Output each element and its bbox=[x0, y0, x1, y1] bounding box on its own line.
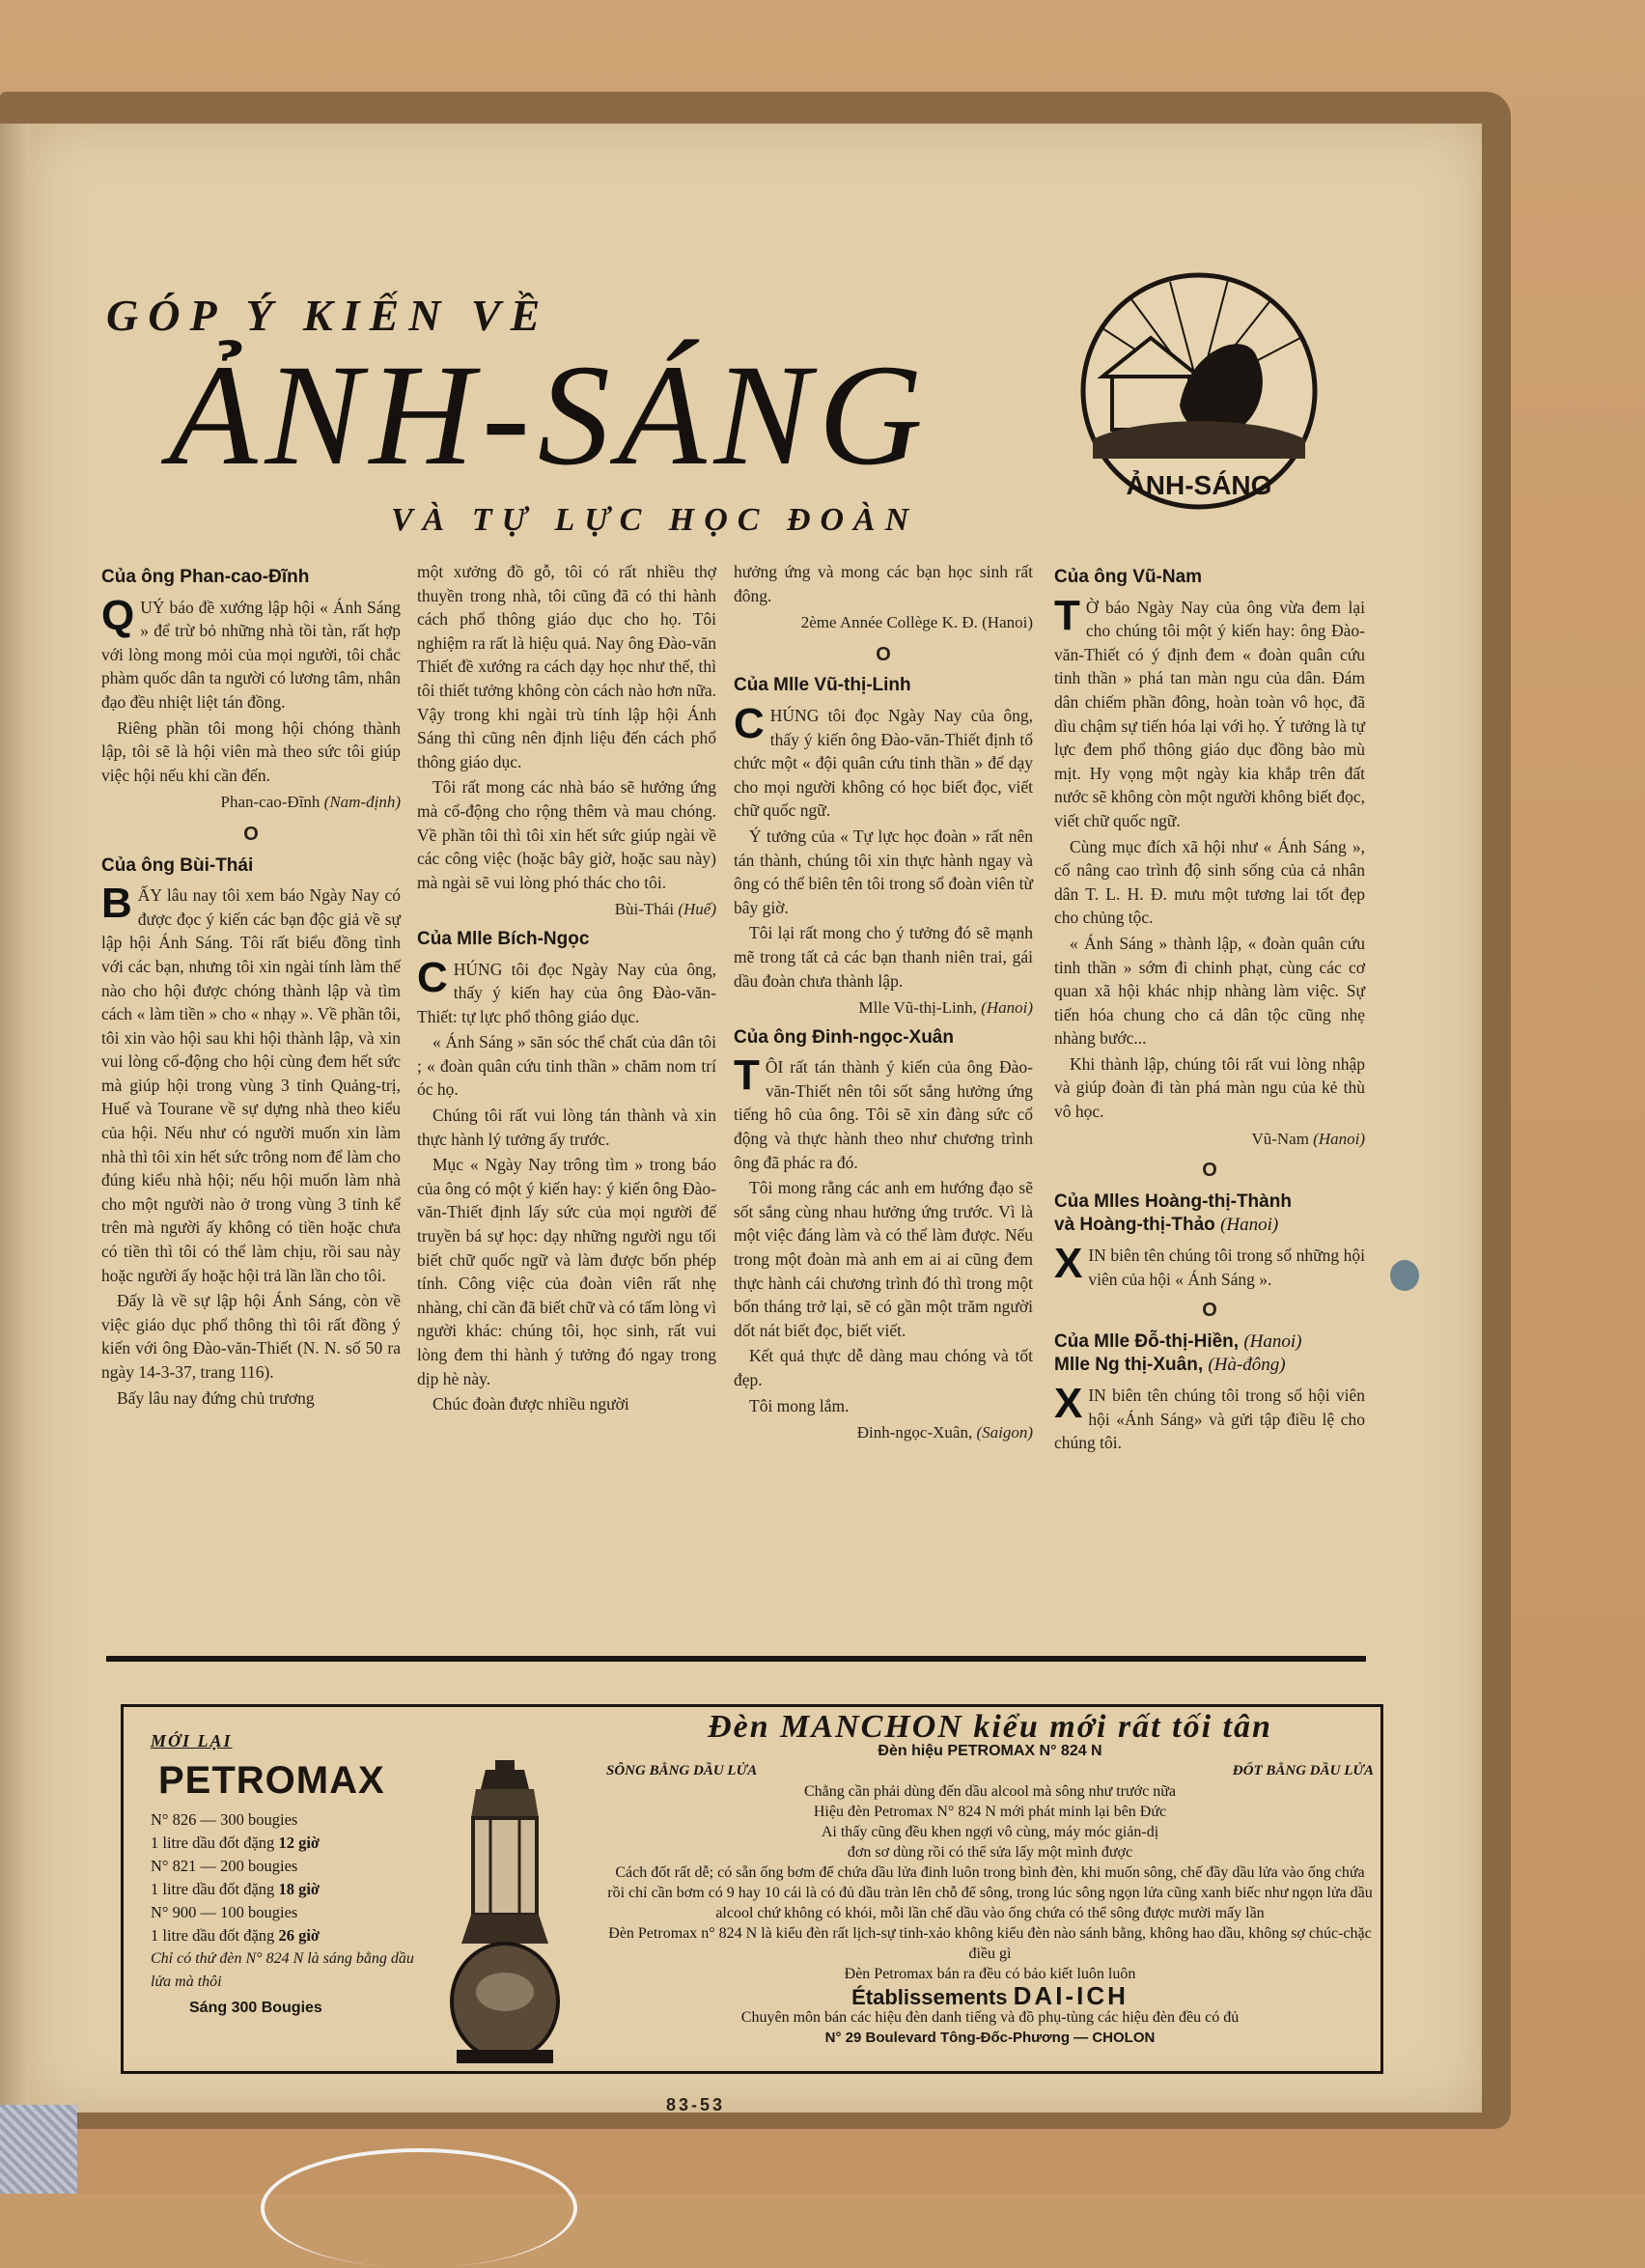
letter-heading: Của ông Phan-cao-Đĩnh bbox=[101, 567, 310, 587]
signature: 2ème Année Collège K. Đ. (Hanoi) bbox=[800, 613, 1033, 632]
ad-spec: N° 900 — 100 bougies bbox=[151, 1903, 298, 1921]
letter-paragraph: một xưởng đồ gỗ, tôi có rất nhiều thợ thuyền trong nhà, tôi cũng đã có thi hành cách phổ thông giáo dục cho họ. Tôi nghiệm ra rất là hiệu quả. Nay ông Đào-văn Thiết đề xướng ra cách dạy học như thế, thì tôi thiết tưởng không còn cách nào hơn nữa. Vậy trong khi ngài trù tính lập hội Ánh Sáng thì cũng nên định liệu đến cách phổ thông giáo dục. bbox=[417, 562, 716, 771]
signature: Vũ-Nam (Hanoi) bbox=[1251, 1129, 1365, 1148]
ad-footer: Chuyên môn bán các hiệu đèn danh tiếng và đồ phụ-tùng các hiệu đèn đều có đủ bbox=[740, 2009, 1240, 2026]
letter-paragraph: XIN biên tên chúng tôi trong sổ những hội viên của hội « Ánh Sáng ». bbox=[1054, 1240, 1365, 1289]
letter-paragraph: CHÚNG tôi đọc Ngày Nay của ông, thấy ý kiến hay của ông Đào-văn-Thiết: tự lực phổ thông giáo dục. bbox=[417, 953, 716, 1026]
signature: Bùi-Thái (Huế) bbox=[614, 900, 716, 919]
letter-heading: và Hoàng-thị-Thảo (Hanoi) bbox=[1054, 1215, 1279, 1236]
letter-heading: Của ông Bùi-Thái bbox=[101, 854, 254, 876]
headline-main: ẢNH-SÁNG bbox=[169, 335, 931, 495]
drop-cap: C bbox=[734, 699, 765, 747]
separator: O bbox=[1202, 1300, 1217, 1322]
signature: Phan-cao-Đĩnh (Nam-định) bbox=[220, 793, 401, 812]
letter-paragraph: Tôi rất mong các nhà báo sẽ hưởng ứng mà cổ-động cho rộng thêm và mau chóng. Về phần tôi thì tôi xin hết sức giúp ngài về các công việc (hoặc bây giờ, hoặc sau này) mà ngài sẽ vui lòng phó thác cho tôi. bbox=[417, 777, 716, 892]
ad-body-line: Đèn Petromax bán ra đều có bảo kiết luôn luôn bbox=[844, 1966, 1136, 1982]
drop-cap: B bbox=[101, 880, 132, 928]
letter-paragraph: hưởng ứng và mong các bạn học sinh rất đông. bbox=[734, 562, 1033, 605]
emblem-label: ẢNH-SÁNG bbox=[1126, 470, 1272, 500]
signature: Đinh-ngọc-Xuân, (Saigon) bbox=[856, 1423, 1033, 1442]
ad-side-right: ĐỐT BẰNG DẦU LỬA bbox=[1232, 1763, 1374, 1778]
drop-cap: T bbox=[734, 1051, 760, 1100]
lantern-icon bbox=[442, 1760, 568, 2069]
letter-heading: Của ông Vũ-Nam bbox=[1054, 567, 1203, 587]
ad-brand: PETROMAX bbox=[158, 1759, 385, 1802]
ink-stain bbox=[1390, 1260, 1419, 1291]
ad-company: Établissements DAI-ICH bbox=[851, 1981, 1129, 2010]
drop-cap: Q bbox=[101, 591, 135, 639]
ad-address: N° 29 Boulevard Tông-Đốc-Phương — CHOLON bbox=[824, 2030, 1156, 2046]
letter-paragraph: Tôi lại rất mong cho ý tưởng đó sẽ mạnh mẽ trong tất cả các bạn thanh niên trai, gái dầu đoàn chưa thành lập. bbox=[734, 923, 1033, 991]
letter-heading: Của Mlle Đỗ-thị-Hiền, (Hanoi) bbox=[1054, 1330, 1302, 1352]
letter-heading: Mlle Ng thị-Xuân, (Hà-đông) bbox=[1054, 1355, 1286, 1376]
cloth-corner bbox=[0, 2105, 77, 2194]
ad-subheadline: Đèn hiệu PETROMAX N° 824 N bbox=[878, 1743, 1102, 1759]
letter-paragraph: « Ánh Sáng » thành lập, « đoàn quân cứu tinh thần » sớm đi chinh phạt, cùng các cơ quan xã hội khác nhịp nhàng làm việc. Sự tiến hóa chung cho cả dân tộc cũng nhẹ nhàng bước... bbox=[1054, 933, 1365, 1049]
letter-paragraph: Khi thành lập, chúng tôi rất vui lòng nhập và giúp đoàn đi tàn phá màn ngu của kẻ thù vô học. bbox=[1054, 1053, 1365, 1122]
drop-cap: X bbox=[1054, 1380, 1083, 1427]
ad-spec: 1 litre dầu đốt đặng 18 giờ bbox=[151, 1880, 321, 1898]
letter-paragraph: Kết quả thực dễ dàng mau chóng và tốt đẹp. bbox=[734, 1346, 1033, 1389]
ad-side-labels bbox=[606, 1761, 1374, 1781]
letter-paragraph: Chúng tôi rất vui lòng tán thành và xin thực hành lý tưởng ấy trước. bbox=[417, 1106, 716, 1149]
ad-body-line: Chẳng cần phải dùng đến dầu alcool mà sông như trước nữa bbox=[803, 1783, 1177, 1800]
section-rule bbox=[106, 1656, 1366, 1662]
letter-paragraph: Chúc đoàn được nhiều người bbox=[432, 1394, 629, 1414]
letter-heading: Của Mlle Vũ-thị-Linh bbox=[734, 675, 911, 696]
column-1 bbox=[101, 560, 401, 1412]
column-2 bbox=[417, 560, 716, 1418]
ad-kicker: MỚI LẠI bbox=[151, 1731, 233, 1750]
ad-spec: 1 litre dầu đốt đặng 26 giờ bbox=[151, 1926, 321, 1945]
ad-brightness: Sáng 300 Bougies bbox=[189, 2000, 322, 2016]
letter-paragraph: T Ờ báo Ngày Nay của ông vừa đem lại cho chúng tôi một ý kiến hay: ông Đào-văn-Thiết có ý định đem « đoàn quân cứu tinh thần » phá tan màn ngu của dân. Đám dân chiếm phần đông, hoàn toàn vô học, đã dìu chậm sự tiến hóa lại với họ. Ý tưởng là tự lực đem phổ thông giáo dục đồng bào mù mịt. Hy vọng một ngày kia khắp trên đất nước sẽ không còn một người không biết đọc, viết chữ quốc ngữ. bbox=[1054, 591, 1365, 830]
letter-paragraph: Mục « Ngày Nay trông tìm » trong báo của ông có một ý kiến hay: ý kiến ông Đào-văn-Thiết định lấy sức của mọi người để truyền bá sự học: dạy những người ngu tối biết chữ quốc ngữ và làm được bốn phép tính. Công việc của đoàn viên rất nhẹ nhàng, chỉ cần đã biết chữ và có tấm lòng vì người khác: chúng tôi, học sinh, rất vui lòng đem thi hành ý tưởng đó ngay trong dịp hè này. bbox=[417, 1155, 716, 1388]
drop-cap: T bbox=[1054, 591, 1080, 639]
petromax-advertisement bbox=[121, 1704, 1383, 2074]
letter-paragraph: BẤY lâu nay tôi xem báo Ngày Nay có được đọc ý kiến các bạn độc giả về sự lập hội Ánh Sáng. Tôi rất biểu đồng tình với các bạn, nhưng tôi xin ngài tính làm thế nào cho hội được chóng thành lập và tìm cách « làm tiền » cho « nhạy ». Về phần tôi, tôi xin vào hội sau khi hội thành lập, và xin vui lòng cổ-động cho hội cùng đem hết sức mà giúp hội trong vùng 3 tỉnh Quảng-trị, Huế và Tourane về sự dựng nhà theo kiểu của hội. Nếu như có người muốn xin làm nhà thì tôi xin hết sức trông nom để làm cho đúng kiểu nhà hội; nếu hội muốn làm nhà cho một người nào ở trong vùng 3 tỉnh kể trên mà người ấy không có tiền hoặc chưa có tiền thì tôi có thể làm chịu, rồi sau này hoặc người ấy hoặc hội trả lần lần cho tôi. bbox=[101, 880, 401, 1285]
headline-top: GÓP Ý KIẾN VỀ bbox=[106, 291, 550, 340]
ad-body-line: Đèn Petromax n° 824 N là kiểu đèn rất lịch-sự tinh-xảo không kiểu đèn nào sánh bằng, không hao dầu, không sợ chúc-chặc điều gì bbox=[608, 1925, 1372, 1962]
letter-paragraph: QUÝ báo đề xướng lập hội « Ánh Sáng » để trừ bỏ những nhà tồi tàn, rất hợp với lòng mong mỏi của mọi người, tôi chắc phàm quốc dân ta người có lương tâm, nhân đạo đều nhiệt liệt tán đồng. bbox=[101, 591, 401, 712]
ad-note: Chỉ có thứ đèn N° 824 N là sáng bằng dầu lửa mà thôi bbox=[151, 1950, 414, 1990]
drop-cap: C bbox=[417, 953, 448, 1001]
column-3 bbox=[734, 560, 1033, 1451]
letter-paragraph: « Ánh Sáng » săn sóc thể chất của dân tôi ; « đoàn quân cứu tinh thần » chăm nom trí óc họ. bbox=[417, 1032, 716, 1100]
ad-spec: N° 821 — 200 bougies bbox=[151, 1857, 298, 1875]
separator: O bbox=[1202, 1160, 1217, 1182]
cable bbox=[261, 2148, 577, 2268]
ad-body-line: đơn sơ dùng rồi có thể sửa lấy một mình được bbox=[847, 1844, 1133, 1861]
separator: O bbox=[876, 643, 891, 665]
ad-spec: N° 826 — 300 bougies bbox=[151, 1810, 298, 1829]
ad-side-left: SÔNG BẰNG DẦU LỬA bbox=[606, 1763, 758, 1778]
ad-headline: Đèn MANCHON kiểu mới rất tối tân bbox=[708, 1709, 1272, 1745]
drop-cap: X bbox=[1054, 1240, 1083, 1288]
separator: O bbox=[243, 823, 259, 845]
column-4 bbox=[1054, 560, 1365, 1457]
ad-spec: 1 litre dầu đốt đặng 12 giờ bbox=[151, 1834, 321, 1852]
letter-paragraph: CHÚNG tôi đọc Ngày Nay của ông, thấy ý kiến ông Đào-văn-Thiết định tổ chức một « đội quân cứu tinh thần » để dạy cho mọi người không có học biết đọc, viết chữ quốc ngữ. bbox=[734, 699, 1033, 821]
letter-paragraph: Cùng mục đích xã hội như « Ánh Sáng », cố nâng cao trình độ sinh sống của cả nhân dân T. L. H. Đ. mưu một tương lai tốt đẹp cho chủng tộc. bbox=[1054, 836, 1365, 928]
letter-paragraph: Tôi mong lắm. bbox=[749, 1395, 850, 1415]
ad-body-line: Ai thấy cũng đều khen ngợi vô cùng, máy móc giản-dị bbox=[821, 1824, 1159, 1840]
letter-paragraph: Riêng phần tôi mong hội chóng thành lập, tôi sẽ là hội viên mà theo sức tôi giúp việc hội nếu khi cần đến. bbox=[101, 717, 401, 785]
letter-heading: Của Mlles Hoàng-thị-Thành bbox=[1054, 1190, 1292, 1212]
anh-sang-emblem bbox=[1064, 270, 1334, 521]
ad-left-panel bbox=[151, 1731, 431, 2017]
letter-paragraph: XIN biên tên chúng tôi trong sổ hội viên hội «Ánh Sáng» và gửi tập điều lệ cho chúng tôi. bbox=[1054, 1380, 1365, 1453]
page-folio: 83-53 bbox=[666, 2095, 726, 2114]
letter-paragraph: Đấy là về sự lập hội Ánh Sáng, còn về việc giáo dục phổ thông thì tôi rất đồng ý kiến với ông Đào-văn-Thiết (N. N. số 50 ra ngày 14-3-37, trang 116). bbox=[101, 1291, 401, 1382]
ad-body-line: Cách đốt rất dễ; có sẵn ống bơm để chứa dầu lửa đinh luôn trong bình đèn, khi muốn sông, chế đầy dầu lửa vào ống chứa rồi chỉ cần bơm có 9 hay 10 cái là có đủ dầu tràn lên chỗ để sông, trong lúc sông ngọn lửa cũng xanh biếc như ngọn lửa dầu alcool chứ không có khói, mỗi lần chế dầu vào ống chứa có thể sông được mười mấy lần bbox=[607, 1864, 1373, 1921]
signature: Mlle Vũ-thị-Linh, (Hanoi) bbox=[858, 998, 1033, 1018]
letter-heading: Của Mlle Bích-Ngọc bbox=[417, 928, 590, 949]
letter-paragraph: TÔI rất tán thành ý kiến của ông Đào-văn-Thiết nên tôi sốt sắng hưởng ứng tiếng hô của ông. Tôi sẽ xin đàng sức cổ động và thực hành theo như chương trình ông đã phác ra đó. bbox=[734, 1051, 1033, 1172]
ad-body-line: Hiệu đèn Petromax N° 824 N mới phát minh lại bên Đức bbox=[813, 1804, 1167, 1820]
letter-heading: Của ông Đinh-ngọc-Xuân bbox=[734, 1026, 954, 1048]
letter-paragraph: Tôi mong rằng các anh em hướng đạo sẽ sốt sắng cùng nhau hưởng ứng trước. Vì là một việc đáng làm và có thể làm được. Nếu trong một đoàn mà anh em ai ai cũng đem thực hành cái chương trình đó thì trong một bốn tháng trở lại, sẽ có gần một trăm người dốt nát biết đọc, biết viết. bbox=[734, 1178, 1033, 1340]
ad-right-panel bbox=[606, 1709, 1374, 2048]
letter-paragraph: Bấy lâu nay đứng chủ trương bbox=[117, 1387, 315, 1408]
headline-sub: VÀ TỰ LỰC HỌC ĐOÀN bbox=[391, 502, 919, 538]
letter-paragraph: Ý tưởng của « Tự lực học đoàn » rất nên tán thành, chúng tôi xin thực hành ngay và ông có thể biên tên tôi trong sổ đoàn viên từ bây giờ. bbox=[734, 826, 1033, 917]
